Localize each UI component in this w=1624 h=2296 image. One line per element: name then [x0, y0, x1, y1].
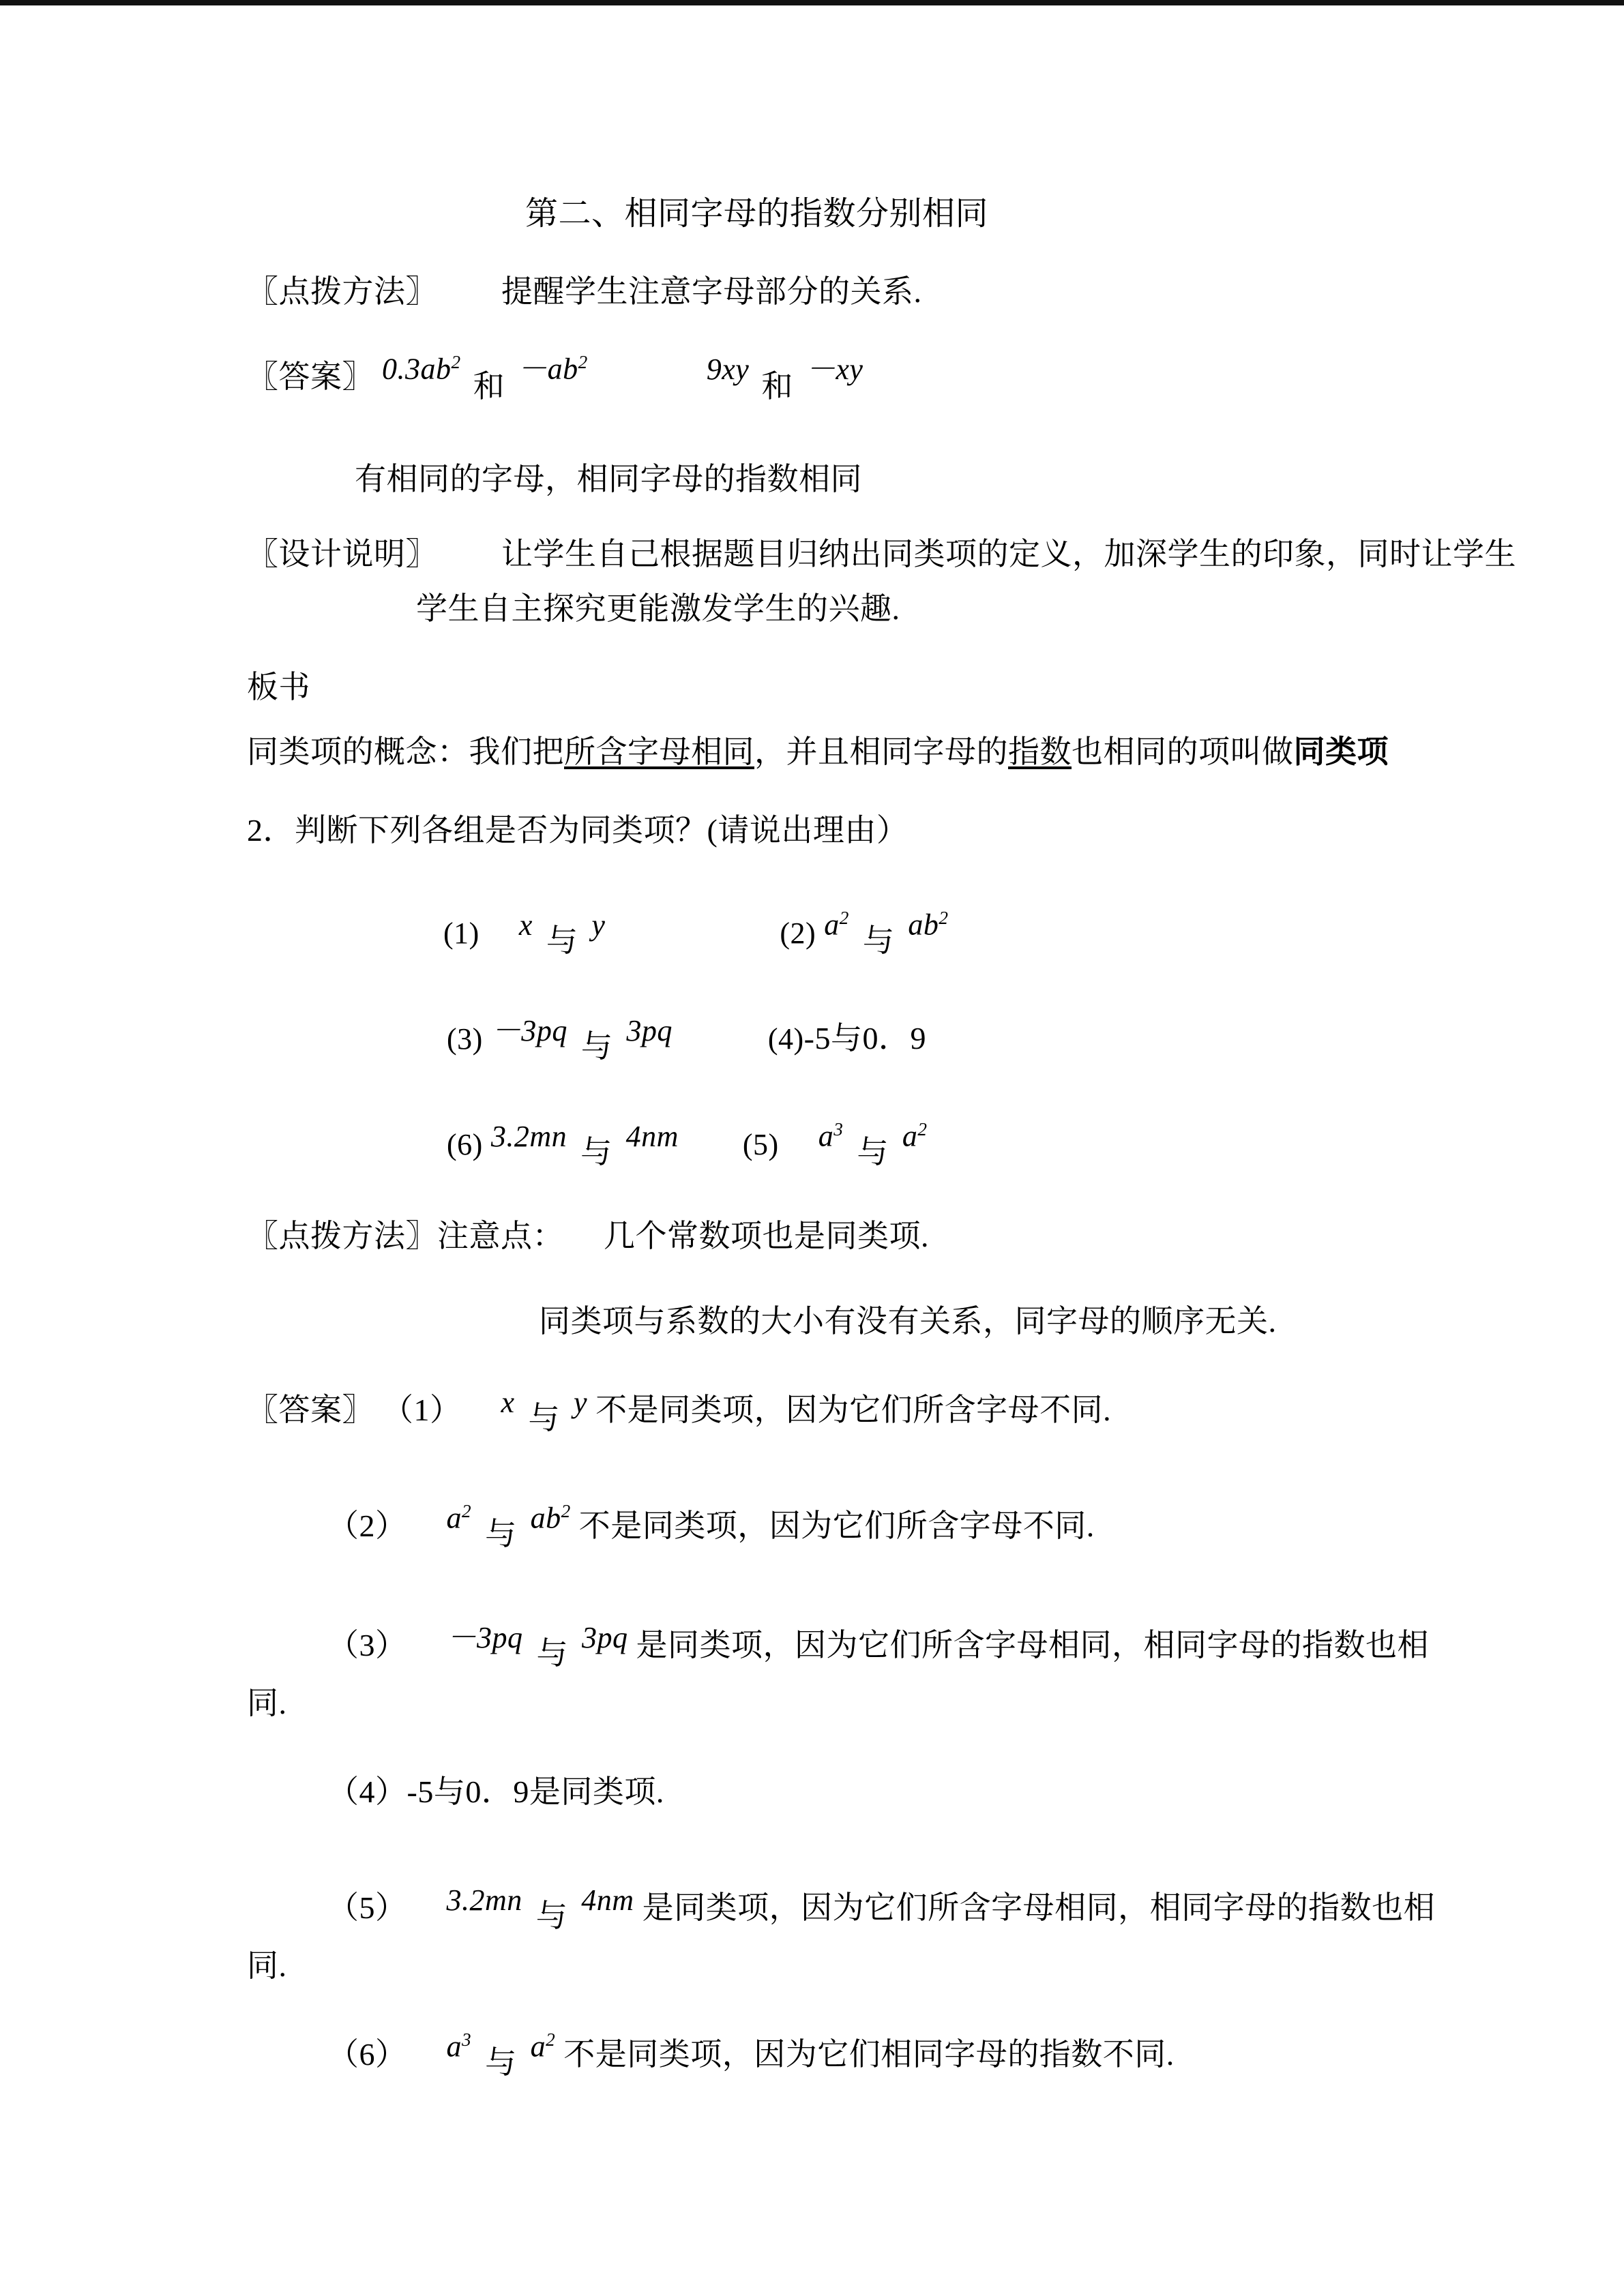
question-item-index-2: (2)	[780, 916, 816, 950]
concept-mid-1: ，并且相同字母的	[754, 734, 1008, 769]
answer-2-expr-right-4: 0．9	[465, 1774, 529, 1809]
design-note-line-1	[247, 539, 1516, 570]
question-item-index-4: (4)	[767, 1022, 804, 1056]
answer-2-text-1: 不是同类项，因为它们所含字母不同.	[595, 1392, 1112, 1427]
question-item-right-4: 0．9	[862, 1021, 926, 1056]
answer-2-text-5: 是同类项，因为它们所含字母相同，相同字母的指数也相	[642, 1890, 1436, 1925]
question-item-right-2: $ab^2$	[908, 908, 949, 942]
question-item-index-3: (3)	[447, 1022, 483, 1056]
answer-2-item-2	[327, 1501, 1095, 1551]
question-2-text: 判断下列各组是否为同类项？(请说出理由）	[295, 813, 909, 848]
answer-2-expr-left-4: -5	[407, 1774, 434, 1809]
answer-2-text-4: 是同类项.	[529, 1774, 664, 1809]
method-tip-1-body: 提醒学生注意字母部分的关系.	[501, 274, 922, 309]
answer-2-wrap-5: 同.	[247, 1948, 287, 1983]
page-top-edge	[0, 0, 1624, 5]
answer-1-line	[247, 352, 863, 404]
method-tip-1-line	[247, 276, 922, 308]
method-tip-2-line-1	[247, 1221, 929, 1252]
answer-1-conj-1: 和	[473, 369, 505, 404]
answer-2-conj-3: 与	[536, 1636, 568, 1671]
question-item-right-1: y	[591, 908, 606, 942]
answer-2-expr-right-3: 3pq	[582, 1621, 628, 1654]
answer-2-conj-2: 与	[485, 1517, 517, 1551]
question-2-row-1	[443, 908, 949, 958]
answer-1-conj-2: 和	[761, 369, 793, 404]
answer-2-wrap-3: 同.	[247, 1686, 287, 1720]
answer-2-index-6: （6）	[327, 2037, 407, 2072]
answer-2-expr-right-1: y	[574, 1386, 588, 1419]
answer-2-index-1: （1）	[382, 1392, 462, 1427]
method-tip-1-label: 〖点拨方法〗	[247, 274, 437, 309]
concept-underline-2: 指数	[1008, 734, 1072, 769]
question-item-left-6: 3.2mn	[490, 1120, 567, 1153]
answer-2-expr-left-2: $a^2$	[446, 1501, 472, 1535]
answer-2-expr-left-1: x	[501, 1386, 515, 1419]
answer-2-conj-1: 与	[528, 1401, 561, 1435]
question-item-conj-3: 与	[580, 1029, 613, 1064]
blackboard-label: 板书	[247, 670, 310, 704]
answer-2-expr-right-6: $a^2$	[530, 2029, 556, 2063]
concept-prefix: 同类项的概念：我们把	[247, 734, 564, 769]
question-item-conj-1: 与	[546, 923, 578, 958]
method-tip-2-line-2: 同类项与系数的大小有没有关系，同字母的顺序无关.	[539, 1304, 1277, 1339]
answer-1-note: 有相同的字母，相同字母的指数相同	[355, 462, 862, 496]
question-item-index-5: (5)	[742, 1128, 779, 1161]
answer-2-index-2: （2）	[327, 1508, 407, 1543]
design-note-line-2: 学生自主探究更能激发学生的兴趣.	[416, 591, 900, 626]
answer-2-index-5: （5）	[327, 1890, 407, 1925]
answer-2-item-4	[327, 1776, 664, 1808]
answer-2-text-2: 不是同类项，因为它们所含字母不同.	[578, 1508, 1095, 1543]
question-item-conj-4: 与	[830, 1021, 863, 1056]
answer-2-expr-left-6: $a^3$	[446, 2029, 472, 2063]
question-item-left-5: $a^3$	[818, 1119, 844, 1153]
answer-2-item-6	[327, 2029, 1175, 2080]
answer-1-expr-2: $-ab^2$	[517, 352, 588, 386]
question-item-index-1: (1)	[443, 916, 479, 950]
question-2-number: 2．	[247, 813, 295, 848]
question-item-conj-6: 与	[580, 1135, 612, 1169]
answer-2-text-6: 不是同类项，因为它们相同字母的指数不同.	[563, 2037, 1175, 2072]
page-heading	[525, 198, 988, 230]
question-item-index-6: (6)	[447, 1128, 483, 1161]
answer-2-conj-4: 与	[433, 1774, 466, 1809]
answer-1-expr-1: $0.3ab^2$	[382, 352, 461, 386]
answer-1-label: 〖答案〗	[247, 359, 374, 394]
answer-2-label: 〖答案〗	[247, 1392, 374, 1427]
concept-mid-2: 也相同的项叫做	[1072, 734, 1294, 769]
answer-2-item-1	[247, 1386, 1112, 1435]
question-item-left-1: x	[518, 908, 533, 942]
answer-2-conj-6: 与	[485, 2045, 517, 2080]
concept-line	[247, 736, 1389, 768]
answer-2-item-5	[327, 1883, 1436, 1933]
method-tip-2-prefix: 注意点：	[437, 1219, 564, 1253]
question-item-left-2: $a^2$	[824, 908, 849, 942]
answer-2-index-3: （3）	[327, 1628, 407, 1663]
concept-underline-1: 所含字母相同	[564, 734, 754, 769]
answer-2-expr-right-2: $ab^2$	[530, 1501, 571, 1535]
question-2-line	[247, 815, 908, 846]
design-note-body-1: 让学生自己根据题目归纳出同类项的定义，加深学生的印象，同时让学生	[501, 537, 1516, 571]
question-2-row-2	[447, 1014, 926, 1064]
question-item-left-3: －3pq	[490, 1014, 567, 1047]
question-item-conj-2: 与	[862, 923, 895, 958]
question-item-left-4: -5	[803, 1021, 831, 1056]
page-heading-text: 第二、相同字母的指数分别相同	[525, 196, 989, 232]
answer-2-index-4: （4）	[327, 1774, 407, 1809]
answer-2-text-3: 是同类项，因为它们所含字母相同，相同字母的指数也相	[636, 1628, 1429, 1663]
question-item-right-5: $a^2$	[902, 1119, 928, 1153]
answer-2-item-3	[327, 1621, 1429, 1671]
answer-1-expr-4: －xy	[805, 353, 863, 386]
answer-2-expr-right-5: 4nm	[581, 1883, 634, 1917]
question-2-row-3	[447, 1119, 928, 1169]
concept-bold-term: 同类项	[1293, 734, 1389, 769]
method-tip-2-body-1: 几个常数项也是同类项.	[604, 1219, 929, 1253]
answer-2-expr-left-3: －3pq	[446, 1621, 523, 1654]
answer-1-expr-3: 9xy	[706, 353, 750, 386]
question-item-conj-5: 与	[857, 1135, 889, 1169]
design-note-label: 〖设计说明〗	[247, 537, 437, 571]
method-tip-2-label: 〖点拨方法〗	[247, 1219, 437, 1253]
answer-2-expr-left-5: 3.2mn	[446, 1883, 522, 1917]
answer-2-conj-5: 与	[535, 1898, 568, 1933]
question-item-right-3: 3pq	[626, 1014, 673, 1047]
question-item-right-6: 4nm	[625, 1120, 679, 1153]
